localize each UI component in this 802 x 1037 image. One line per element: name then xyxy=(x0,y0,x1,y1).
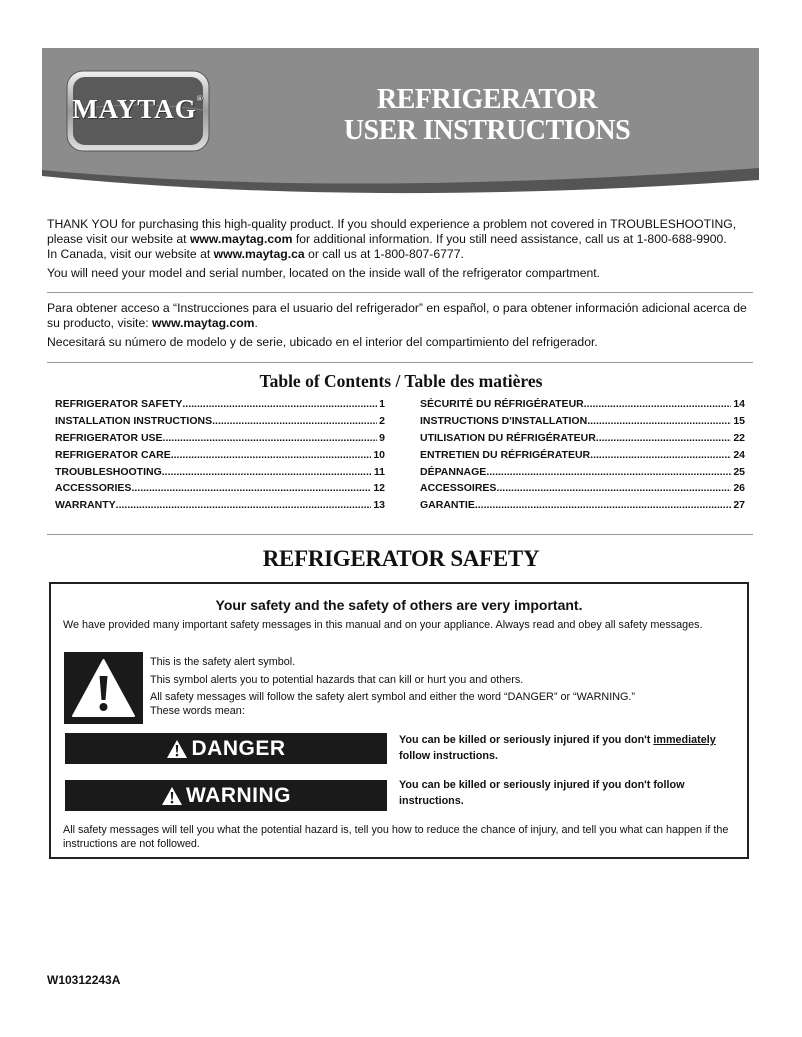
warning-triangle-icon xyxy=(161,786,183,806)
toc-row[interactable]: ACCESSORIES ..... 12 xyxy=(55,480,385,497)
brand-name: MAYTAG® xyxy=(72,94,204,124)
warning-label: WARNING xyxy=(65,780,387,811)
maytag-logo xyxy=(66,70,210,152)
toc-row[interactable]: ENTRETIEN DU RÉFRIGÉRATEUR ..... 24 xyxy=(420,447,745,464)
warning-description: You can be killed or seriously injured if you don't follow instructions. xyxy=(399,779,685,807)
alert-explanation xyxy=(150,656,710,722)
document-title xyxy=(342,84,632,146)
document-code: W10312243A xyxy=(47,973,121,987)
toc-row[interactable]: TROUBLESHOOTING ..... 11 xyxy=(55,464,385,481)
toc-row[interactable]: SÉCURITÉ DU RÉFRIGÉRATEUR ..... 14 xyxy=(420,396,745,413)
title-line-2: USER INSTRUCTIONS xyxy=(343,115,631,146)
danger-label: DANGER xyxy=(65,733,387,764)
toc-row[interactable]: INSTRUCTIONS D'INSTALLATION ..... 15 xyxy=(420,413,745,430)
toc-row[interactable]: INSTALLATION INSTRUCTIONS ..... 2 xyxy=(55,413,385,430)
alert-line-3: All safety messages will follow the safety alert symbol and either the word “DANGER” or “WARNING.” xyxy=(150,691,636,703)
spanish-text xyxy=(47,301,757,350)
intro-paragraph-1: THANK YOU for purchasing this high-quality product. If you should experience a problem not covered in TROUBLESHOOTING, please visit our website at www.maytag.com for additional information. If you still need assistance, call us at 1-800-688-9900. In Canada, visit our website at www.maytag.ca or call us at 1-800-807-6777. xyxy=(47,217,737,261)
warning-triangle-icon xyxy=(64,652,143,724)
intro-text xyxy=(47,217,757,281)
divider xyxy=(47,534,753,535)
alert-line-1: This is the safety alert symbol. xyxy=(150,656,296,668)
safety-intro: We have provided many important safety messages in this manual and on your appliance. Always read and obey all safety messages. xyxy=(63,619,703,631)
toc-french xyxy=(420,396,745,514)
toc-row[interactable]: ACCESSOIRES ..... 26 xyxy=(420,480,745,497)
spanish-paragraph-2: Necesitará su número de modelo y de serie, ubicado en el interior del compartimiento del refrigerador. xyxy=(47,335,598,349)
safety-box xyxy=(49,582,749,859)
section-title: REFRIGERATOR SAFETY xyxy=(262,546,540,571)
maytag-com-link-es[interactable]: www.maytag.com xyxy=(152,316,255,330)
toc-english xyxy=(55,396,385,514)
divider xyxy=(47,292,753,293)
warning-triangle-icon xyxy=(166,739,188,759)
divider xyxy=(47,362,753,363)
alert-line-4: These words mean: xyxy=(150,704,245,717)
toc-row[interactable]: UTILISATION DU RÉFRIGÉRATEUR ..... 22 xyxy=(420,430,745,447)
toc-row[interactable]: REFRIGERATOR CARE ..... 10 xyxy=(55,447,385,464)
title-line-1: REFRIGERATOR xyxy=(376,84,598,115)
spanish-paragraph-1: Para obtener acceso a “Instrucciones para el usuario del refrigerador” en español, o para obtener información adicional acerca de su producto, visite: www.maytag.com. xyxy=(47,301,747,330)
safety-footer: All safety messages will tell you what the potential hazard is, tell you how to reduce the chance of injury, and tell you what can happen if the instructions are not followed. xyxy=(63,824,729,850)
toc-row[interactable]: GARANTIE ..... 27 xyxy=(420,497,745,514)
header-banner xyxy=(42,48,759,208)
danger-description: You can be killed or seriously injured if you don't immediately follow instructions. xyxy=(399,734,716,762)
safety-heading: Your safety and the safety of others are very important. xyxy=(215,597,583,613)
intro-paragraph-2: You will need your model and serial number, located on the inside wall of the refrigerator compartment. xyxy=(47,266,601,280)
maytag-ca-link[interactable]: www.maytag.ca xyxy=(213,247,305,261)
toc-title: Table of Contents / Table des matières xyxy=(259,371,543,391)
toc-row[interactable]: REFRIGERATOR USE ..... 9 xyxy=(55,430,385,447)
toc-row[interactable]: WARRANTY ..... 13 xyxy=(55,497,385,514)
toc-row[interactable]: REFRIGERATOR SAFETY ..... 1 xyxy=(55,396,385,413)
maytag-com-link[interactable]: www.maytag.com xyxy=(189,232,293,246)
toc-row[interactable]: DÉPANNAGE ..... 25 xyxy=(420,464,745,481)
alert-line-2: This symbol alerts you to potential hazards that can kill or hurt you and others. xyxy=(150,673,524,686)
